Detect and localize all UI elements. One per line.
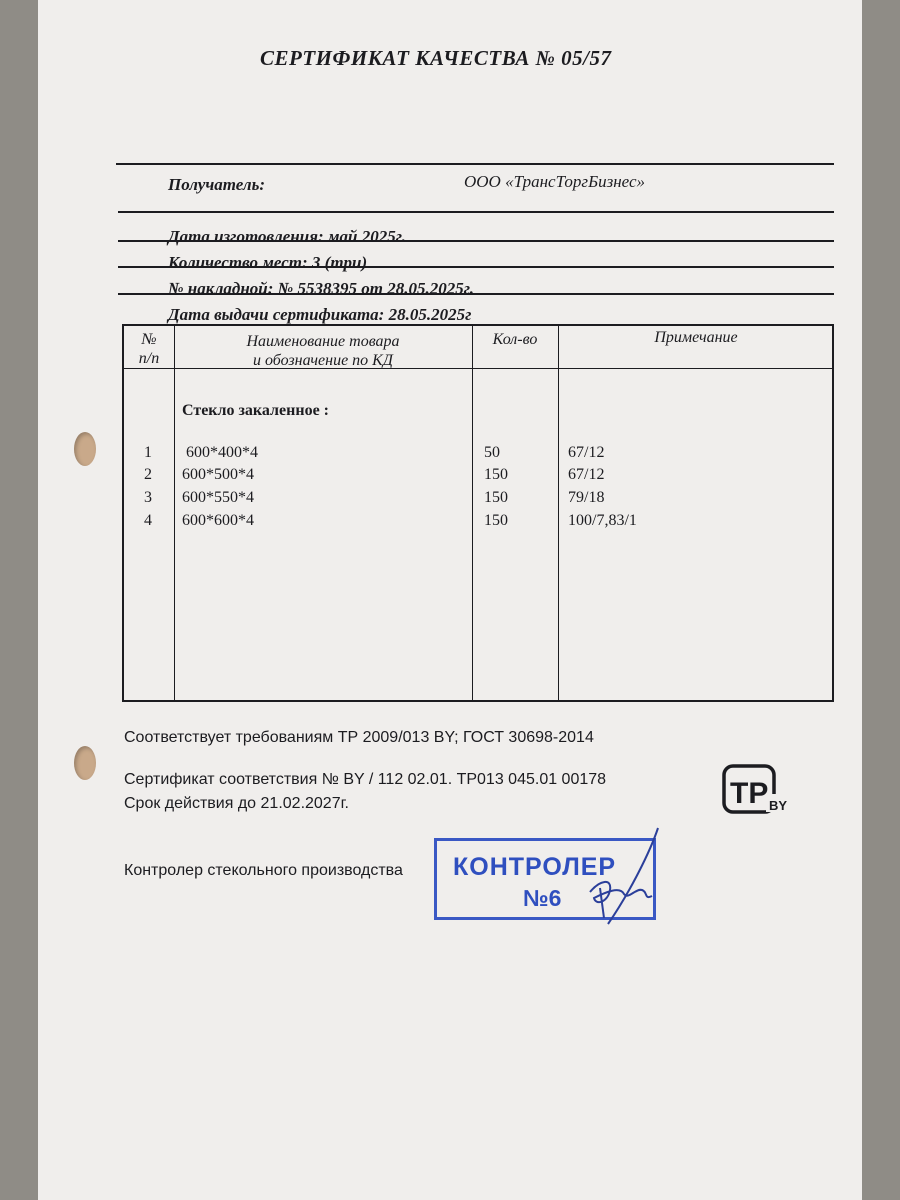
certificate-issue-date: Дата выдачи сертификата: 28.05.2025г — [168, 305, 472, 324]
stamp-line2: №6 — [523, 885, 562, 911]
certificate-number: Сертификат соответствия № BY / 112 02.01. ТР013 045.01 00178 — [124, 771, 607, 788]
row-qty: 150 — [484, 512, 508, 529]
header-num — [124, 330, 174, 368]
header-qty: Кол-во — [492, 331, 538, 348]
row-note: 67/12 — [568, 466, 605, 483]
rule-line — [116, 163, 834, 165]
stamp-line1: КОНТРОЛЕР — [453, 853, 617, 881]
row-num: 4 — [144, 512, 152, 529]
header-num-line2: п/п — [138, 350, 160, 367]
row-num: 2 — [144, 466, 152, 483]
header-num-line1: № — [141, 331, 157, 348]
signature — [560, 822, 670, 932]
logo-main-text: TP — [730, 777, 769, 810]
header-name — [174, 332, 472, 370]
compliance-text: Соответствует требованиям ТР 2009/013 BY; ГОСТ 30698-2014 — [124, 729, 594, 746]
recipient-value: ООО «ТрансТоргБизнес» — [464, 172, 646, 191]
row-name: 600*400*4 — [186, 444, 258, 461]
punch-hole — [74, 746, 96, 780]
manufacture-date: Дата изготовления: май 2025г. — [168, 227, 407, 246]
product-heading: Стекло закаленное : — [182, 402, 329, 419]
row-qty: 50 — [484, 444, 500, 461]
column-divider — [558, 326, 559, 700]
certificate-validity: Срок действия до 21.02.2027г. — [124, 795, 349, 812]
header-name-line1: Наименование товара — [246, 333, 400, 350]
row-qty: 150 — [484, 489, 508, 506]
row-qty: 150 — [484, 466, 508, 483]
row-name: 600*550*4 — [182, 489, 254, 506]
places-count: Количество мест: 3 (три) — [168, 253, 368, 272]
rule-line — [118, 211, 834, 213]
invoice-number: № накладной: № 5538395 от 28.05.2025г. — [168, 279, 474, 298]
row-name: 600*500*4 — [182, 466, 254, 483]
row-num: 3 — [144, 489, 152, 506]
row-name: 600*600*4 — [182, 512, 254, 529]
column-divider — [174, 326, 175, 700]
row-note: 67/12 — [568, 444, 605, 461]
products-table — [122, 324, 834, 702]
header-name-line2: и обозначение по КД — [253, 352, 393, 369]
row-note: 100/7,83/1 — [568, 512, 637, 529]
controller-label: Контролер стекольного производства — [124, 862, 403, 879]
row-note: 79/18 — [568, 489, 605, 506]
header-note: Примечание — [654, 329, 738, 346]
recipient-label: Получатель: — [168, 175, 266, 194]
logo-sub-text: BY — [769, 798, 788, 813]
column-divider — [472, 326, 473, 700]
row-num: 1 — [144, 444, 152, 461]
document-title: СЕРТИФИКАТ КАЧЕСТВА № 05/57 — [260, 46, 612, 70]
tr-by-mark-icon — [722, 764, 794, 816]
punch-hole — [74, 432, 96, 466]
